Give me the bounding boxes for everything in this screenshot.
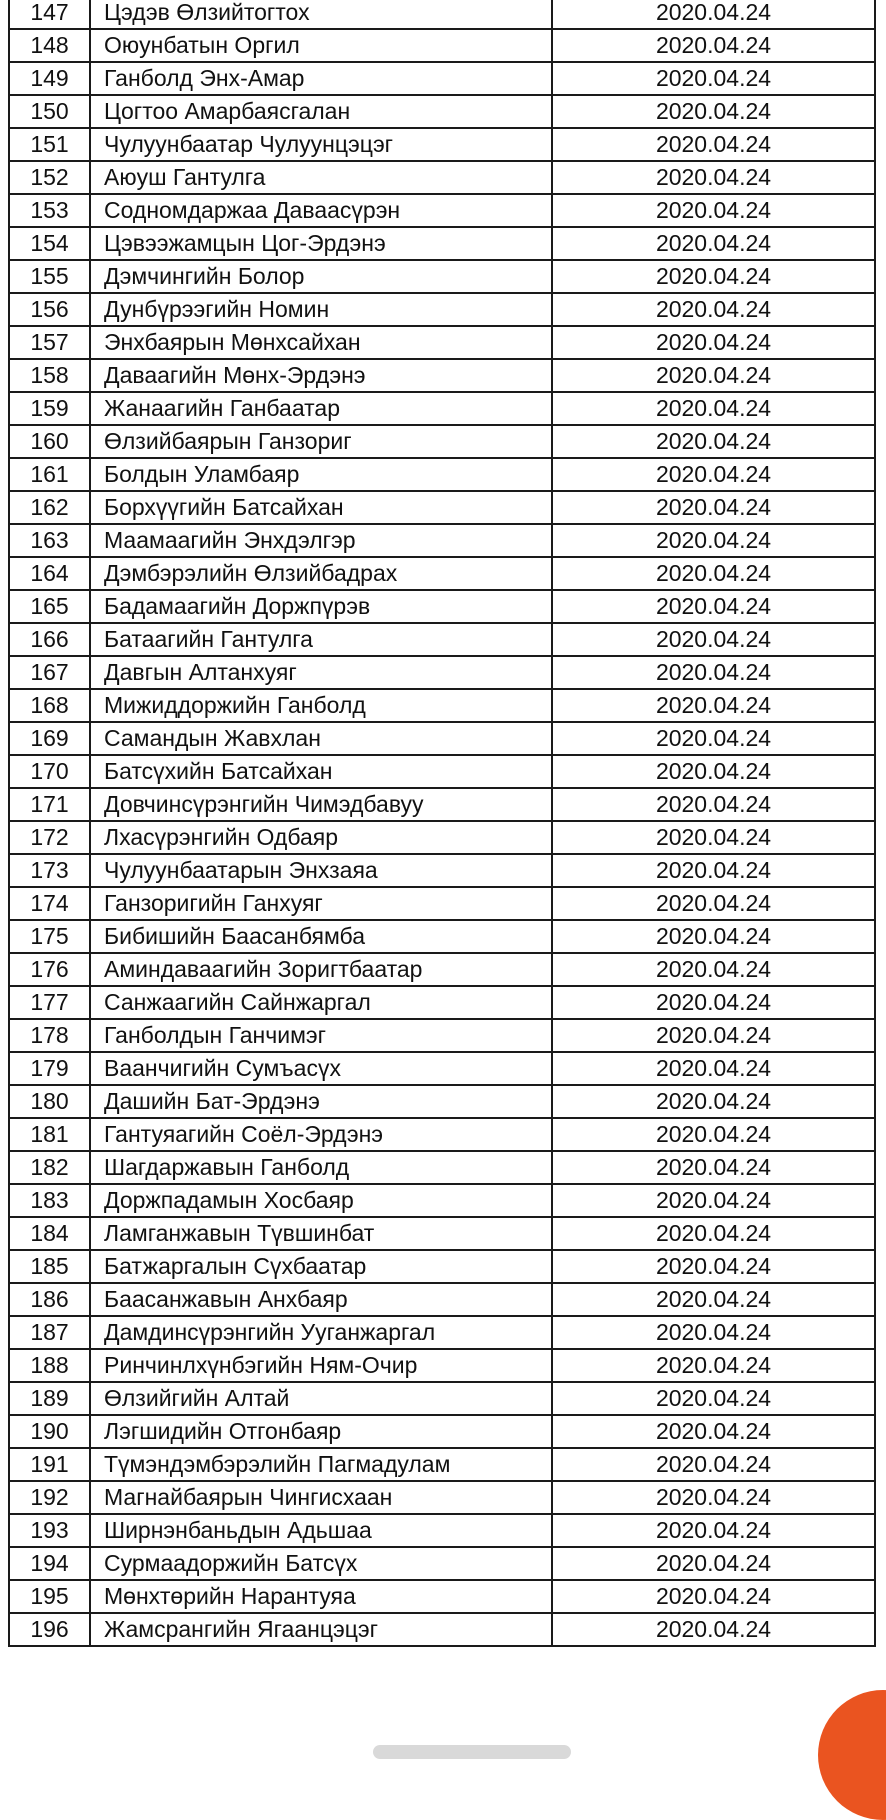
full-name-cell: Ганзоригийн Ганхуяг	[90, 887, 552, 920]
date-cell: 2020.04.24	[552, 260, 875, 293]
date-cell: 2020.04.24	[552, 1580, 875, 1613]
table-row	[9, 1547, 875, 1580]
table-row	[9, 1316, 875, 1349]
date-cell: 2020.04.24	[552, 1250, 875, 1283]
date-cell: 2020.04.24	[552, 1316, 875, 1349]
date-cell: 2020.04.24	[552, 0, 875, 29]
document-page	[8, 0, 876, 1647]
floating-action-button[interactable]	[818, 1690, 886, 1820]
full-name-cell: Санжаагийн Сайнжаргал	[90, 986, 552, 1019]
row-number-cell: 196	[9, 1613, 90, 1646]
table-row	[9, 1217, 875, 1250]
date-cell: 2020.04.24	[552, 326, 875, 359]
full-name-cell: Мижиддоржийн Ганболд	[90, 689, 552, 722]
table-row	[9, 755, 875, 788]
date-cell: 2020.04.24	[552, 1283, 875, 1316]
table-row	[9, 1052, 875, 1085]
date-cell: 2020.04.24	[552, 1217, 875, 1250]
full-name-cell: Сурмаадоржийн Батсүх	[90, 1547, 552, 1580]
full-name-cell: Давгын Алтанхуяг	[90, 656, 552, 689]
full-name-cell: Ширнэнбаньдын Адьшаа	[90, 1514, 552, 1547]
row-number-cell: 169	[9, 722, 90, 755]
full-name-cell: Түмэндэмбэрэлийн Пагмадулам	[90, 1448, 552, 1481]
table-row	[9, 986, 875, 1019]
full-name-cell: Батсүхийн Батсайхан	[90, 755, 552, 788]
full-name-cell: Гантуяагийн Соёл-Эрдэнэ	[90, 1118, 552, 1151]
full-name-cell: Ламганжавын Түвшинбат	[90, 1217, 552, 1250]
table-row	[9, 0, 875, 29]
date-cell: 2020.04.24	[552, 1151, 875, 1184]
date-cell: 2020.04.24	[552, 95, 875, 128]
table-row	[9, 1448, 875, 1481]
date-cell: 2020.04.24	[552, 1052, 875, 1085]
date-cell: 2020.04.24	[552, 458, 875, 491]
date-cell: 2020.04.24	[552, 1184, 875, 1217]
table-row	[9, 887, 875, 920]
date-cell: 2020.04.24	[552, 656, 875, 689]
row-number-cell: 191	[9, 1448, 90, 1481]
date-cell: 2020.04.24	[552, 359, 875, 392]
full-name-cell: Даваагийн Мөнх-Эрдэнэ	[90, 359, 552, 392]
table-row	[9, 590, 875, 623]
row-number-cell: 148	[9, 29, 90, 62]
row-number-cell: 153	[9, 194, 90, 227]
full-name-cell: Лэгшидийн Отгонбаяр	[90, 1415, 552, 1448]
full-name-cell: Ганболдын Ганчимэг	[90, 1019, 552, 1052]
row-number-cell: 162	[9, 491, 90, 524]
table-row	[9, 1118, 875, 1151]
full-name-cell: Аминдаваагийн Зоригтбаатар	[90, 953, 552, 986]
table-row	[9, 425, 875, 458]
table-row	[9, 1151, 875, 1184]
date-cell: 2020.04.24	[552, 689, 875, 722]
row-number-cell: 158	[9, 359, 90, 392]
row-number-cell: 150	[9, 95, 90, 128]
row-number-cell: 192	[9, 1481, 90, 1514]
date-cell: 2020.04.24	[552, 1514, 875, 1547]
row-number-cell: 181	[9, 1118, 90, 1151]
full-name-cell: Баасанжавын Анхбаяр	[90, 1283, 552, 1316]
row-number-cell: 171	[9, 788, 90, 821]
date-cell: 2020.04.24	[552, 590, 875, 623]
full-name-cell: Дамдинсүрэнгийн Ууганжаргал	[90, 1316, 552, 1349]
row-number-cell: 151	[9, 128, 90, 161]
row-number-cell: 175	[9, 920, 90, 953]
date-cell: 2020.04.24	[552, 1085, 875, 1118]
full-name-cell: Дунбүрээгийн Номин	[90, 293, 552, 326]
full-name-cell: Бадамаагийн Доржпүрэв	[90, 590, 552, 623]
row-number-cell: 159	[9, 392, 90, 425]
row-number-cell: 168	[9, 689, 90, 722]
row-number-cell: 152	[9, 161, 90, 194]
date-cell: 2020.04.24	[552, 1448, 875, 1481]
full-name-cell: Магнайбаярын Чингисхаан	[90, 1481, 552, 1514]
date-cell: 2020.04.24	[552, 1118, 875, 1151]
table-row	[9, 293, 875, 326]
full-name-cell: Дашийн Бат-Эрдэнэ	[90, 1085, 552, 1118]
row-number-cell: 187	[9, 1316, 90, 1349]
full-name-cell: Болдын Уламбаяр	[90, 458, 552, 491]
date-cell: 2020.04.24	[552, 920, 875, 953]
table-row	[9, 227, 875, 260]
full-name-cell: Цэдэв Өлзийтогтох	[90, 0, 552, 29]
full-name-cell: Дэмчингийн Болор	[90, 260, 552, 293]
table-row	[9, 1349, 875, 1382]
row-number-cell: 166	[9, 623, 90, 656]
full-name-cell: Батаагийн Гантулга	[90, 623, 552, 656]
date-cell: 2020.04.24	[552, 524, 875, 557]
date-cell: 2020.04.24	[552, 194, 875, 227]
row-number-cell: 184	[9, 1217, 90, 1250]
row-number-cell: 149	[9, 62, 90, 95]
full-name-cell: Жанаагийн Ганбаатар	[90, 392, 552, 425]
row-number-cell: 186	[9, 1283, 90, 1316]
date-cell: 2020.04.24	[552, 128, 875, 161]
full-name-cell: Оюунбатын Оргил	[90, 29, 552, 62]
date-cell: 2020.04.24	[552, 1481, 875, 1514]
full-name-cell: Шагдаржавын Ганболд	[90, 1151, 552, 1184]
date-cell: 2020.04.24	[552, 161, 875, 194]
date-cell: 2020.04.24	[552, 29, 875, 62]
row-number-cell: 176	[9, 953, 90, 986]
row-number-cell: 164	[9, 557, 90, 590]
date-cell: 2020.04.24	[552, 623, 875, 656]
table-row	[9, 623, 875, 656]
row-number-cell: 182	[9, 1151, 90, 1184]
full-name-cell: Бибишийн Баасанбямба	[90, 920, 552, 953]
row-number-cell: 178	[9, 1019, 90, 1052]
table-row	[9, 1382, 875, 1415]
date-cell: 2020.04.24	[552, 788, 875, 821]
table-row	[9, 854, 875, 887]
row-number-cell: 160	[9, 425, 90, 458]
row-number-cell: 172	[9, 821, 90, 854]
date-cell: 2020.04.24	[552, 722, 875, 755]
row-number-cell: 174	[9, 887, 90, 920]
full-name-cell: Цэвээжамцын Цог-Эрдэнэ	[90, 227, 552, 260]
full-name-cell: Өлзийбаярын Ганзориг	[90, 425, 552, 458]
full-name-cell: Самандын Жавхлан	[90, 722, 552, 755]
row-number-cell: 183	[9, 1184, 90, 1217]
full-name-cell: Маамаагийн Энхдэлгэр	[90, 524, 552, 557]
table-row	[9, 1085, 875, 1118]
row-number-cell: 170	[9, 755, 90, 788]
full-name-cell: Чулуунбаатарын Энхзаяа	[90, 854, 552, 887]
full-name-cell: Ганболд Энх-Амар	[90, 62, 552, 95]
full-name-cell: Цогтоо Амарбаясгалан	[90, 95, 552, 128]
row-number-cell: 185	[9, 1250, 90, 1283]
table-row	[9, 326, 875, 359]
table-row	[9, 1580, 875, 1613]
table-row	[9, 392, 875, 425]
table-body	[9, 0, 875, 1646]
full-name-cell: Содномдаржаа Даваасүрэн	[90, 194, 552, 227]
date-cell: 2020.04.24	[552, 425, 875, 458]
table-row	[9, 1283, 875, 1316]
table-row	[9, 161, 875, 194]
table-row	[9, 260, 875, 293]
row-number-cell: 177	[9, 986, 90, 1019]
full-name-cell: Аюуш Гантулга	[90, 161, 552, 194]
row-number-cell: 173	[9, 854, 90, 887]
row-number-cell: 161	[9, 458, 90, 491]
date-cell: 2020.04.24	[552, 491, 875, 524]
table-row	[9, 557, 875, 590]
date-cell: 2020.04.24	[552, 1019, 875, 1052]
full-name-cell: Борхүүгийн Батсайхан	[90, 491, 552, 524]
date-cell: 2020.04.24	[552, 557, 875, 590]
table-row	[9, 95, 875, 128]
table-row	[9, 656, 875, 689]
date-cell: 2020.04.24	[552, 953, 875, 986]
row-number-cell: 155	[9, 260, 90, 293]
table-row	[9, 194, 875, 227]
table-row	[9, 1514, 875, 1547]
table-row	[9, 458, 875, 491]
full-name-cell: Энхбаярын Мөнхсайхан	[90, 326, 552, 359]
row-number-cell: 147	[9, 0, 90, 29]
full-name-cell: Жамсрангийн Ягаанцэцэг	[90, 1613, 552, 1646]
row-number-cell: 189	[9, 1382, 90, 1415]
date-cell: 2020.04.24	[552, 392, 875, 425]
row-number-cell: 193	[9, 1514, 90, 1547]
date-cell: 2020.04.24	[552, 1547, 875, 1580]
row-number-cell: 165	[9, 590, 90, 623]
row-number-cell: 167	[9, 656, 90, 689]
table-row	[9, 1481, 875, 1514]
date-cell: 2020.04.24	[552, 1349, 875, 1382]
table-row	[9, 821, 875, 854]
row-number-cell: 190	[9, 1415, 90, 1448]
row-number-cell: 194	[9, 1547, 90, 1580]
row-number-cell: 156	[9, 293, 90, 326]
row-number-cell: 157	[9, 326, 90, 359]
table-row	[9, 1019, 875, 1052]
table-row	[9, 524, 875, 557]
table-row	[9, 62, 875, 95]
full-name-cell: Ваанчигийн Сумъасүх	[90, 1052, 552, 1085]
full-name-cell: Өлзийгийн Алтай	[90, 1382, 552, 1415]
row-number-cell: 154	[9, 227, 90, 260]
row-number-cell: 180	[9, 1085, 90, 1118]
date-cell: 2020.04.24	[552, 1613, 875, 1646]
date-cell: 2020.04.24	[552, 1415, 875, 1448]
date-cell: 2020.04.24	[552, 755, 875, 788]
date-cell: 2020.04.24	[552, 821, 875, 854]
table-row	[9, 29, 875, 62]
date-cell: 2020.04.24	[552, 293, 875, 326]
date-cell: 2020.04.24	[552, 854, 875, 887]
date-cell: 2020.04.24	[552, 227, 875, 260]
row-number-cell: 179	[9, 1052, 90, 1085]
full-name-cell: Дэмбэрэлийн Өлзийбадрах	[90, 557, 552, 590]
table-row	[9, 1184, 875, 1217]
full-name-cell: Лхасүрэнгийн Одбаяр	[90, 821, 552, 854]
date-cell: 2020.04.24	[552, 986, 875, 1019]
row-number-cell: 163	[9, 524, 90, 557]
table-row	[9, 953, 875, 986]
table-row	[9, 1250, 875, 1283]
names-table	[8, 0, 876, 1647]
table-row	[9, 128, 875, 161]
full-name-cell: Чулуунбаатар Чулуунцэцэг	[90, 128, 552, 161]
full-name-cell: Доржпадамын Хосбаяр	[90, 1184, 552, 1217]
table-row	[9, 491, 875, 524]
table-row	[9, 1613, 875, 1646]
date-cell: 2020.04.24	[552, 887, 875, 920]
row-number-cell: 195	[9, 1580, 90, 1613]
table-row	[9, 359, 875, 392]
full-name-cell: Мөнхтөрийн Нарантуяа	[90, 1580, 552, 1613]
table-row	[9, 689, 875, 722]
full-name-cell: Батжаргалын Сүхбаатар	[90, 1250, 552, 1283]
table-row	[9, 788, 875, 821]
date-cell: 2020.04.24	[552, 62, 875, 95]
full-name-cell: Довчинсүрэнгийн Чимэдбавуу	[90, 788, 552, 821]
table-row	[9, 1415, 875, 1448]
row-number-cell: 188	[9, 1349, 90, 1382]
date-cell: 2020.04.24	[552, 1382, 875, 1415]
full-name-cell: Ринчинлхүнбэгийн Ням-Очир	[90, 1349, 552, 1382]
table-row	[9, 920, 875, 953]
table-row	[9, 722, 875, 755]
